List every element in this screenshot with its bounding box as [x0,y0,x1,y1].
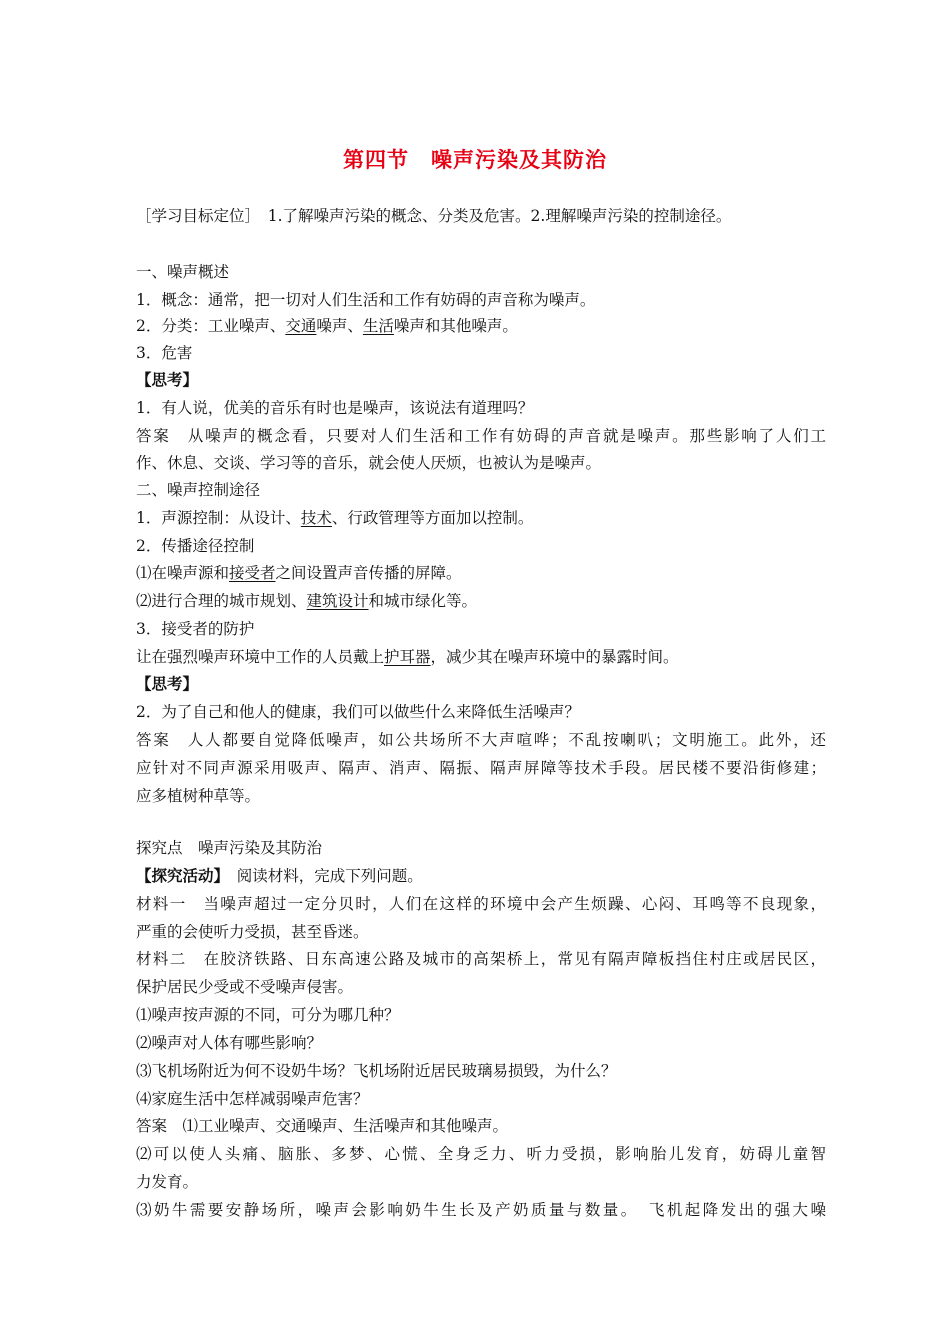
receiver-protection-line: 3．接受者的防护 [136,620,255,638]
explore-heading: 探究点 噪声污染及其防治 [136,839,323,857]
material-one: 严重的会使听力受损，甚至昏迷。 [136,923,369,941]
section-heading-overview: 一、噪声概述 [136,263,230,281]
source-control-line: 1．声源控制：从设计、技术、行政管理等方面加以控制。 [136,509,534,527]
think-answer: 答案 人人都要自觉降低噪声，如公共场所不大声喧哗；不乱按喇叭；文明施工。此外，还 [136,731,826,749]
think-answer: 作、休息、交谈、学习等的音乐，就会使人厌烦，也被认为是噪声。 [136,454,602,472]
learning-objectives: ［学习目标定位］ 1.了解噪声污染的概念、分类及危害。2.理解噪声污染的控制途径。 [136,207,732,225]
material-two: 材料二 在胶济铁路、日东高速公路及城市的高架桥上，常见有隔声障板挡住村庄或居民区， [136,950,826,968]
blank-answer: 接受者 [229,564,276,582]
material-one: 材料一 当噪声超过一定分贝时，人们在这样的环境中会产生烦躁、心闷、耳鸣等不良现象， [136,895,826,913]
path-control-item: ⑵进行合理的城市规划、建筑设计和城市绿化等。 [136,592,478,610]
blank-answer: 技术 [300,509,332,527]
answer-item: 力发育。 [136,1173,199,1191]
blank-answer: 建筑设计 [306,592,369,610]
answer-item: ⑵可以使人头痛、脑胀、多梦、心慌、全身乏力、听力受损，影响胎儿发育，妨碍儿童智 [136,1145,826,1163]
think-label: 【思考】 [136,675,199,693]
explore-activity: 【探究活动】 阅读材料，完成下列问题。 [136,867,423,885]
blank-answer: 生活 [362,317,394,335]
question-item: ⑵噪声对人体有哪些影响？ [136,1034,323,1052]
receiver-protection-text: 让在强烈噪声环境中工作的人员戴上护耳器，减少其在噪声环境中的暴露时间。 [136,648,679,666]
think-label: 【思考】 [136,371,199,389]
section-heading-control: 二、噪声控制途径 [136,481,261,499]
classification-line: 2．分类：工业噪声、交通噪声、生活噪声和其他噪声。 [136,317,518,335]
blank-answer: 护耳器 [384,648,431,666]
question-item: ⑷家庭生活中怎样减弱噪声危害？ [136,1090,369,1108]
activity-label: 【探究活动】 [136,867,222,885]
question-item: ⑴噪声按声源的不同，可分为哪几种？ [136,1006,400,1024]
question-item: ⑶飞机场附近为何不设奶牛场？飞机场附近居民玻璃易损毁，为什么？ [136,1062,617,1080]
think-answer: 应针对不同声源采用吸声、隔声、消声、隔振、隔声屏障等技术手段。居民楼不要沿街修建； [136,759,826,777]
think-question: 2．为了自己和他人的健康，我们可以做些什么来降低生活噪声？ [136,703,580,721]
answer-item: ⑶奶牛需要安静场所，噪声会影响奶牛生长及产奶质量与数量。 飞机起降发出的强大噪 [136,1201,826,1219]
path-control-item: ⑴在噪声源和接受者之间设置声音传播的屏障。 [136,564,462,582]
concept-line: 1．概念：通常，把一切对人们生活和工作有妨碍的声音称为噪声。 [136,291,596,309]
think-question: 1．有人说，优美的音乐有时也是噪声，该说法有道理吗？ [136,399,534,417]
think-answer: 应多植树种草等。 [136,787,261,805]
harm-line: 3．危害 [136,344,193,362]
material-two: 保护居民少受或不受噪声侵害。 [136,978,354,996]
page-title: 第四节 噪声污染及其防治 [343,148,607,172]
blank-answer: 交通 [285,317,317,335]
path-control-line: 2．传播途径控制 [136,537,255,555]
answer-item: 答案 ⑴工业噪声、交通噪声、生活噪声和其他噪声。 [136,1117,509,1135]
think-answer: 答案 从噪声的概念看，只要对人们生活和工作有妨碍的声音就是噪声。那些影响了人们工 [136,427,826,445]
